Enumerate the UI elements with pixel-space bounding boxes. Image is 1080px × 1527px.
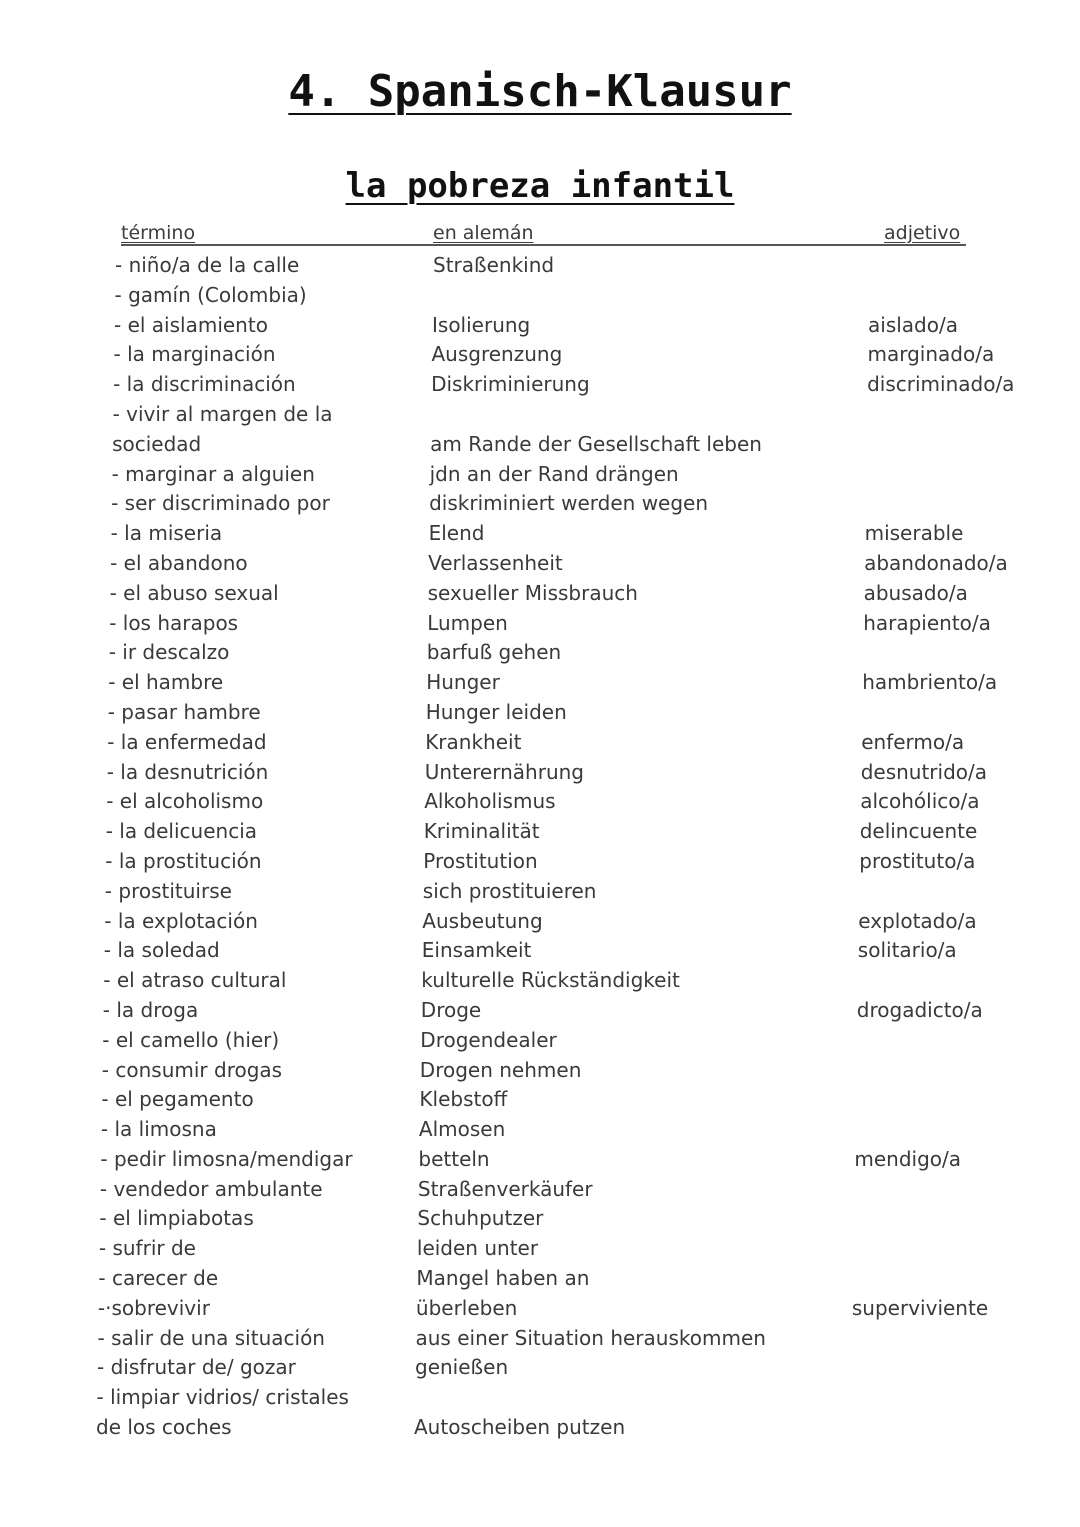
vocab-german: Ausgrenzung xyxy=(431,342,563,367)
vocab-row xyxy=(103,995,1080,1025)
vocab-row xyxy=(106,786,1080,816)
vocab-row xyxy=(113,369,1080,399)
vocab-row xyxy=(110,548,1080,578)
page-title: 4. Spanisch-Klausur xyxy=(288,66,792,117)
vocab-term: - disfrutar de/ gozar xyxy=(97,1355,296,1380)
vocab-row xyxy=(105,846,1080,876)
vocab-row xyxy=(100,1174,1080,1204)
vocab-row xyxy=(99,1203,1079,1233)
vocab-term: - gamín (Colombia) xyxy=(114,282,307,307)
vocab-german: diskriminiert werden wegen xyxy=(429,491,709,516)
vocab-term: - consumir drogas xyxy=(101,1057,283,1082)
vocab-german: Hunger xyxy=(426,670,500,695)
vocab-german: Lumpen xyxy=(427,610,508,635)
vocab-row xyxy=(108,697,1080,727)
vocab-german: Prostitution xyxy=(423,848,538,873)
vocab-german: aus einer Situation herauskommen xyxy=(415,1325,766,1350)
vocab-adjective: superviviente xyxy=(851,1295,989,1320)
vocab-german: Unterernährung xyxy=(424,759,584,784)
vocab-adjective: delincuente xyxy=(859,819,978,844)
vocab-adjective: abandonado/a xyxy=(864,550,1008,575)
vocab-german: sich prostituieren xyxy=(422,878,597,903)
vocab-row xyxy=(114,310,1080,340)
vocab-row xyxy=(98,1263,1078,1293)
vocab-german: Kriminalität xyxy=(423,819,540,844)
vocab-term: - el pegamento xyxy=(101,1087,254,1112)
vocab-term: - la explotación xyxy=(104,908,258,933)
vocab-term: - la droga xyxy=(102,997,199,1022)
vocab-adjective: alcohólico/a xyxy=(860,789,980,814)
vocab-term: - la marginación xyxy=(113,342,276,367)
vocab-row xyxy=(109,637,1080,667)
vocab-german: Hunger leiden xyxy=(425,699,567,724)
vocab-row xyxy=(96,1412,1076,1442)
vocab-row xyxy=(102,1025,1080,1055)
vocab-term: - ser discriminado por xyxy=(111,491,330,516)
vocab-german: Verlassenheit xyxy=(428,550,563,575)
vocab-german: am Rande der Gesellschaft leben xyxy=(430,431,762,456)
vocab-term: sociedad xyxy=(112,431,202,456)
vocab-row xyxy=(97,1382,1077,1412)
vocab-term: - la soledad xyxy=(103,938,220,963)
vocab-german: Elend xyxy=(428,521,485,546)
column-header-german: en alemán xyxy=(433,222,534,244)
vocab-term: - el abandono xyxy=(110,550,248,575)
vocab-term: - la discriminación xyxy=(113,372,296,397)
vocab-row xyxy=(112,429,1080,459)
vocab-adjective: aislado/a xyxy=(868,312,958,337)
vocab-german: barfuß gehen xyxy=(426,640,562,665)
vocab-row xyxy=(115,250,1080,280)
vocab-adjective: drogadicto/a xyxy=(856,997,983,1022)
vocab-adjective: explotado/a xyxy=(858,908,977,933)
vocab-term: - el camello (hier) xyxy=(102,1027,280,1052)
vocab-adjective: mendigo/a xyxy=(854,1146,962,1171)
page-subtitle: la pobreza infantil xyxy=(345,166,735,206)
vocab-term: - pasar hambre xyxy=(107,699,261,724)
vocab-row xyxy=(98,1293,1078,1323)
vocab-german: sexueller Missbrauch xyxy=(427,580,638,605)
vocab-german: kulturelle Rückständigkeit xyxy=(421,968,680,993)
vocab-row xyxy=(107,727,1080,757)
vocab-row xyxy=(104,935,1080,965)
vocab-term: - carecer de xyxy=(98,1266,219,1290)
vocab-adjective: solitario/a xyxy=(857,938,957,963)
vocab-term: - marginar a alguien xyxy=(111,461,315,486)
vocab-adjective: harapiento/a xyxy=(863,610,991,635)
vocab-german: Einsamkeit xyxy=(421,938,532,963)
vocab-german: Alkoholismus xyxy=(424,789,556,814)
vocab-row xyxy=(111,488,1080,518)
vocab-term: - el atraso cultural xyxy=(103,968,287,993)
vocab-term: - la desnutrición xyxy=(106,759,269,784)
vocab-german: Drogendealer xyxy=(420,1027,557,1052)
vocab-term: - limpiar vidrios/ cristales xyxy=(96,1385,349,1410)
vocab-row xyxy=(115,280,1080,310)
vocab-german: leiden unter xyxy=(416,1236,539,1261)
vocab-term: - niño/a de la calle xyxy=(115,253,300,277)
vocab-term: - la prostitución xyxy=(105,848,262,873)
vocab-german: Drogen nehmen xyxy=(419,1057,582,1082)
vocab-row xyxy=(104,906,1080,936)
vocab-german: Mangel haben an xyxy=(416,1266,590,1290)
column-header-term: término xyxy=(121,222,196,244)
vocab-row xyxy=(110,578,1080,608)
vocab-row xyxy=(109,608,1080,638)
vocab-row xyxy=(99,1233,1079,1263)
vocab-term: - los harapos xyxy=(109,610,239,635)
vocab-german: überleben xyxy=(415,1295,518,1320)
vocab-term: - la enfermedad xyxy=(107,729,267,754)
vocab-adjective: discriminado/a xyxy=(867,372,1015,397)
vocab-adjective: prostituto/a xyxy=(859,848,976,873)
vocab-term: - el aislamiento xyxy=(114,312,268,337)
vocab-german: genießen xyxy=(415,1355,509,1380)
vocab-german: betteln xyxy=(418,1146,490,1171)
vocab-term: - vivir al margen de la xyxy=(112,402,333,426)
vocab-row xyxy=(108,667,1080,697)
vocab-row xyxy=(105,876,1080,906)
vocab-german: jdn an der Rand drängen xyxy=(429,461,679,486)
vocab-german: Krankheit xyxy=(425,729,522,754)
vocab-term: - el hambre xyxy=(108,670,224,695)
vocab-adjective: enfermo/a xyxy=(861,729,965,754)
vocab-row xyxy=(111,518,1080,548)
vocab-term: - salir de una situación xyxy=(97,1325,325,1350)
vocab-german: Ausbeutung xyxy=(422,908,543,933)
vocab-row xyxy=(103,965,1080,995)
vocab-row xyxy=(114,339,1080,369)
vocab-adjective: marginado/a xyxy=(867,342,995,367)
vocab-row xyxy=(107,757,1080,787)
vocab-term: - la miseria xyxy=(110,521,223,546)
vocab-german: Straßenverkäufer xyxy=(417,1176,593,1201)
vocab-term: - sufrir de xyxy=(98,1236,196,1261)
vocab-row xyxy=(101,1084,1080,1114)
vocab-term: - prostituirse xyxy=(104,878,232,903)
vocab-row xyxy=(102,1055,1080,1085)
vocab-term: - el limpiabotas xyxy=(99,1206,254,1231)
vocab-term: de los coches xyxy=(96,1415,232,1439)
vocab-german: Autoscheiben putzen xyxy=(414,1415,626,1439)
vocab-german: Straßenkind xyxy=(433,253,555,277)
vocab-term: - el alcoholismo xyxy=(106,789,264,814)
vocab-term: -·sobrevivir xyxy=(97,1295,210,1320)
vocab-row xyxy=(112,459,1080,489)
vocab-term: - ir descalzo xyxy=(108,640,230,665)
vocab-german: Almosen xyxy=(418,1117,506,1142)
vocab-term: - la delicuencia xyxy=(105,819,258,844)
vocab-row xyxy=(101,1114,1080,1144)
column-header-adjective: adjetivo xyxy=(884,222,961,244)
vocab-row xyxy=(113,399,1080,429)
vocab-adjective: miserable xyxy=(864,521,964,546)
vocab-term: - el abuso sexual xyxy=(109,580,279,605)
vocab-german: Klebstoff xyxy=(419,1087,508,1112)
vocab-term: - vendedor ambulante xyxy=(99,1176,323,1201)
vocab-term: - la limosna xyxy=(100,1117,217,1142)
vocab-german: Schuhputzer xyxy=(417,1206,544,1231)
vocab-adjective: hambriento/a xyxy=(862,670,998,695)
vocab-row xyxy=(106,816,1080,846)
vocab-row xyxy=(97,1352,1077,1382)
vocab-german: Diskriminierung xyxy=(431,372,590,397)
vocab-row xyxy=(98,1323,1078,1353)
vocab-adjective: abusado/a xyxy=(863,580,968,605)
vocab-adjective: desnutrido/a xyxy=(860,759,988,784)
vocab-german: Droge xyxy=(420,997,482,1022)
vocab-row xyxy=(100,1144,1080,1174)
vocab-term: - pedir limosna/mendigar xyxy=(100,1146,353,1171)
vocab-german: Isolierung xyxy=(432,312,531,337)
